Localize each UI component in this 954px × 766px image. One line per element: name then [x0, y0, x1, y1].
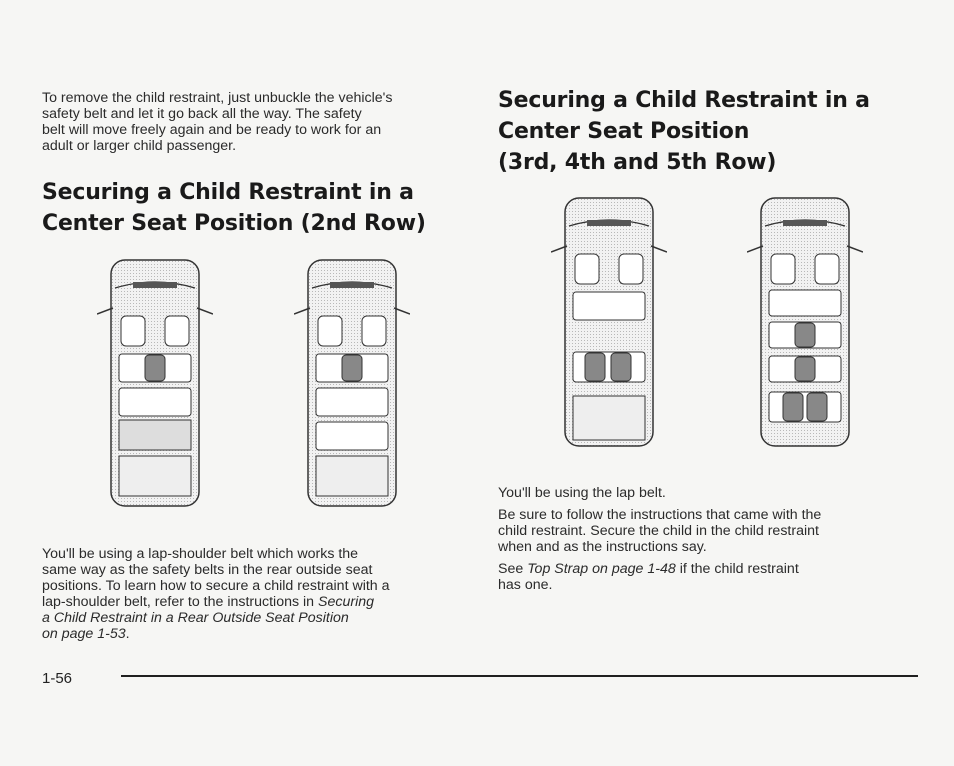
lap-shoulder-belt-paragraph: You'll be using a lap-shoulder belt which works the same way as the safety belts in the rear outside seat positions. To learn how to secure a child restraint with a lap-shoulder belt, refer to the instructions in Securing a Child Restraint in a Rear Outside Seat Position on page 1-53.: [42, 546, 390, 642]
intro-paragraph: [42, 90, 472, 154]
cross-reference-link[interactable]: Securing: [318, 594, 375, 610]
footer-rule: [121, 675, 918, 677]
van-diagram-3rd-row: [551, 196, 667, 450]
intro-line: safety belt and let it go back all the way. The safety: [42, 106, 362, 122]
heading-2nd-row: Securing a Child Restraint in a Center Seat Position (2nd Row): [42, 180, 426, 236]
top-strap-paragraph: See Top Strap on page 1-48 if the child restraint has one.: [498, 561, 799, 593]
follow-instructions-paragraph: Be sure to follow the instructions that came with the child restraint. Secure the child in the child restraint when and as the instructions say.: [498, 507, 822, 555]
page-number: 1-56: [42, 670, 73, 687]
intro-line: adult or larger child passenger.: [42, 138, 237, 154]
intro-line: To remove the child restraint, just unbuckle the vehicle's: [42, 90, 393, 106]
intro-line: belt will move freely again and be ready to work for an: [42, 122, 382, 138]
right-paragraphs: [498, 485, 898, 599]
van-diagram-4th-5th-row: [747, 196, 863, 450]
cross-reference-link[interactable]: on page 1-53: [42, 626, 126, 642]
cross-reference-link[interactable]: Top Strap on page 1-48: [527, 561, 676, 577]
lap-belt-line: You'll be using the lap belt.: [498, 485, 666, 501]
van-diagram-2nd-row-b: [294, 258, 410, 510]
van-diagram-2nd-row-a: [97, 258, 213, 510]
heading-3rd-4th-5th-row: Securing a Child Restraint in a Center Seat Position (3rd, 4th and 5th Row): [498, 88, 870, 175]
cross-reference-link[interactable]: a Child Restraint in a Rear Outside Seat Position: [42, 610, 349, 626]
